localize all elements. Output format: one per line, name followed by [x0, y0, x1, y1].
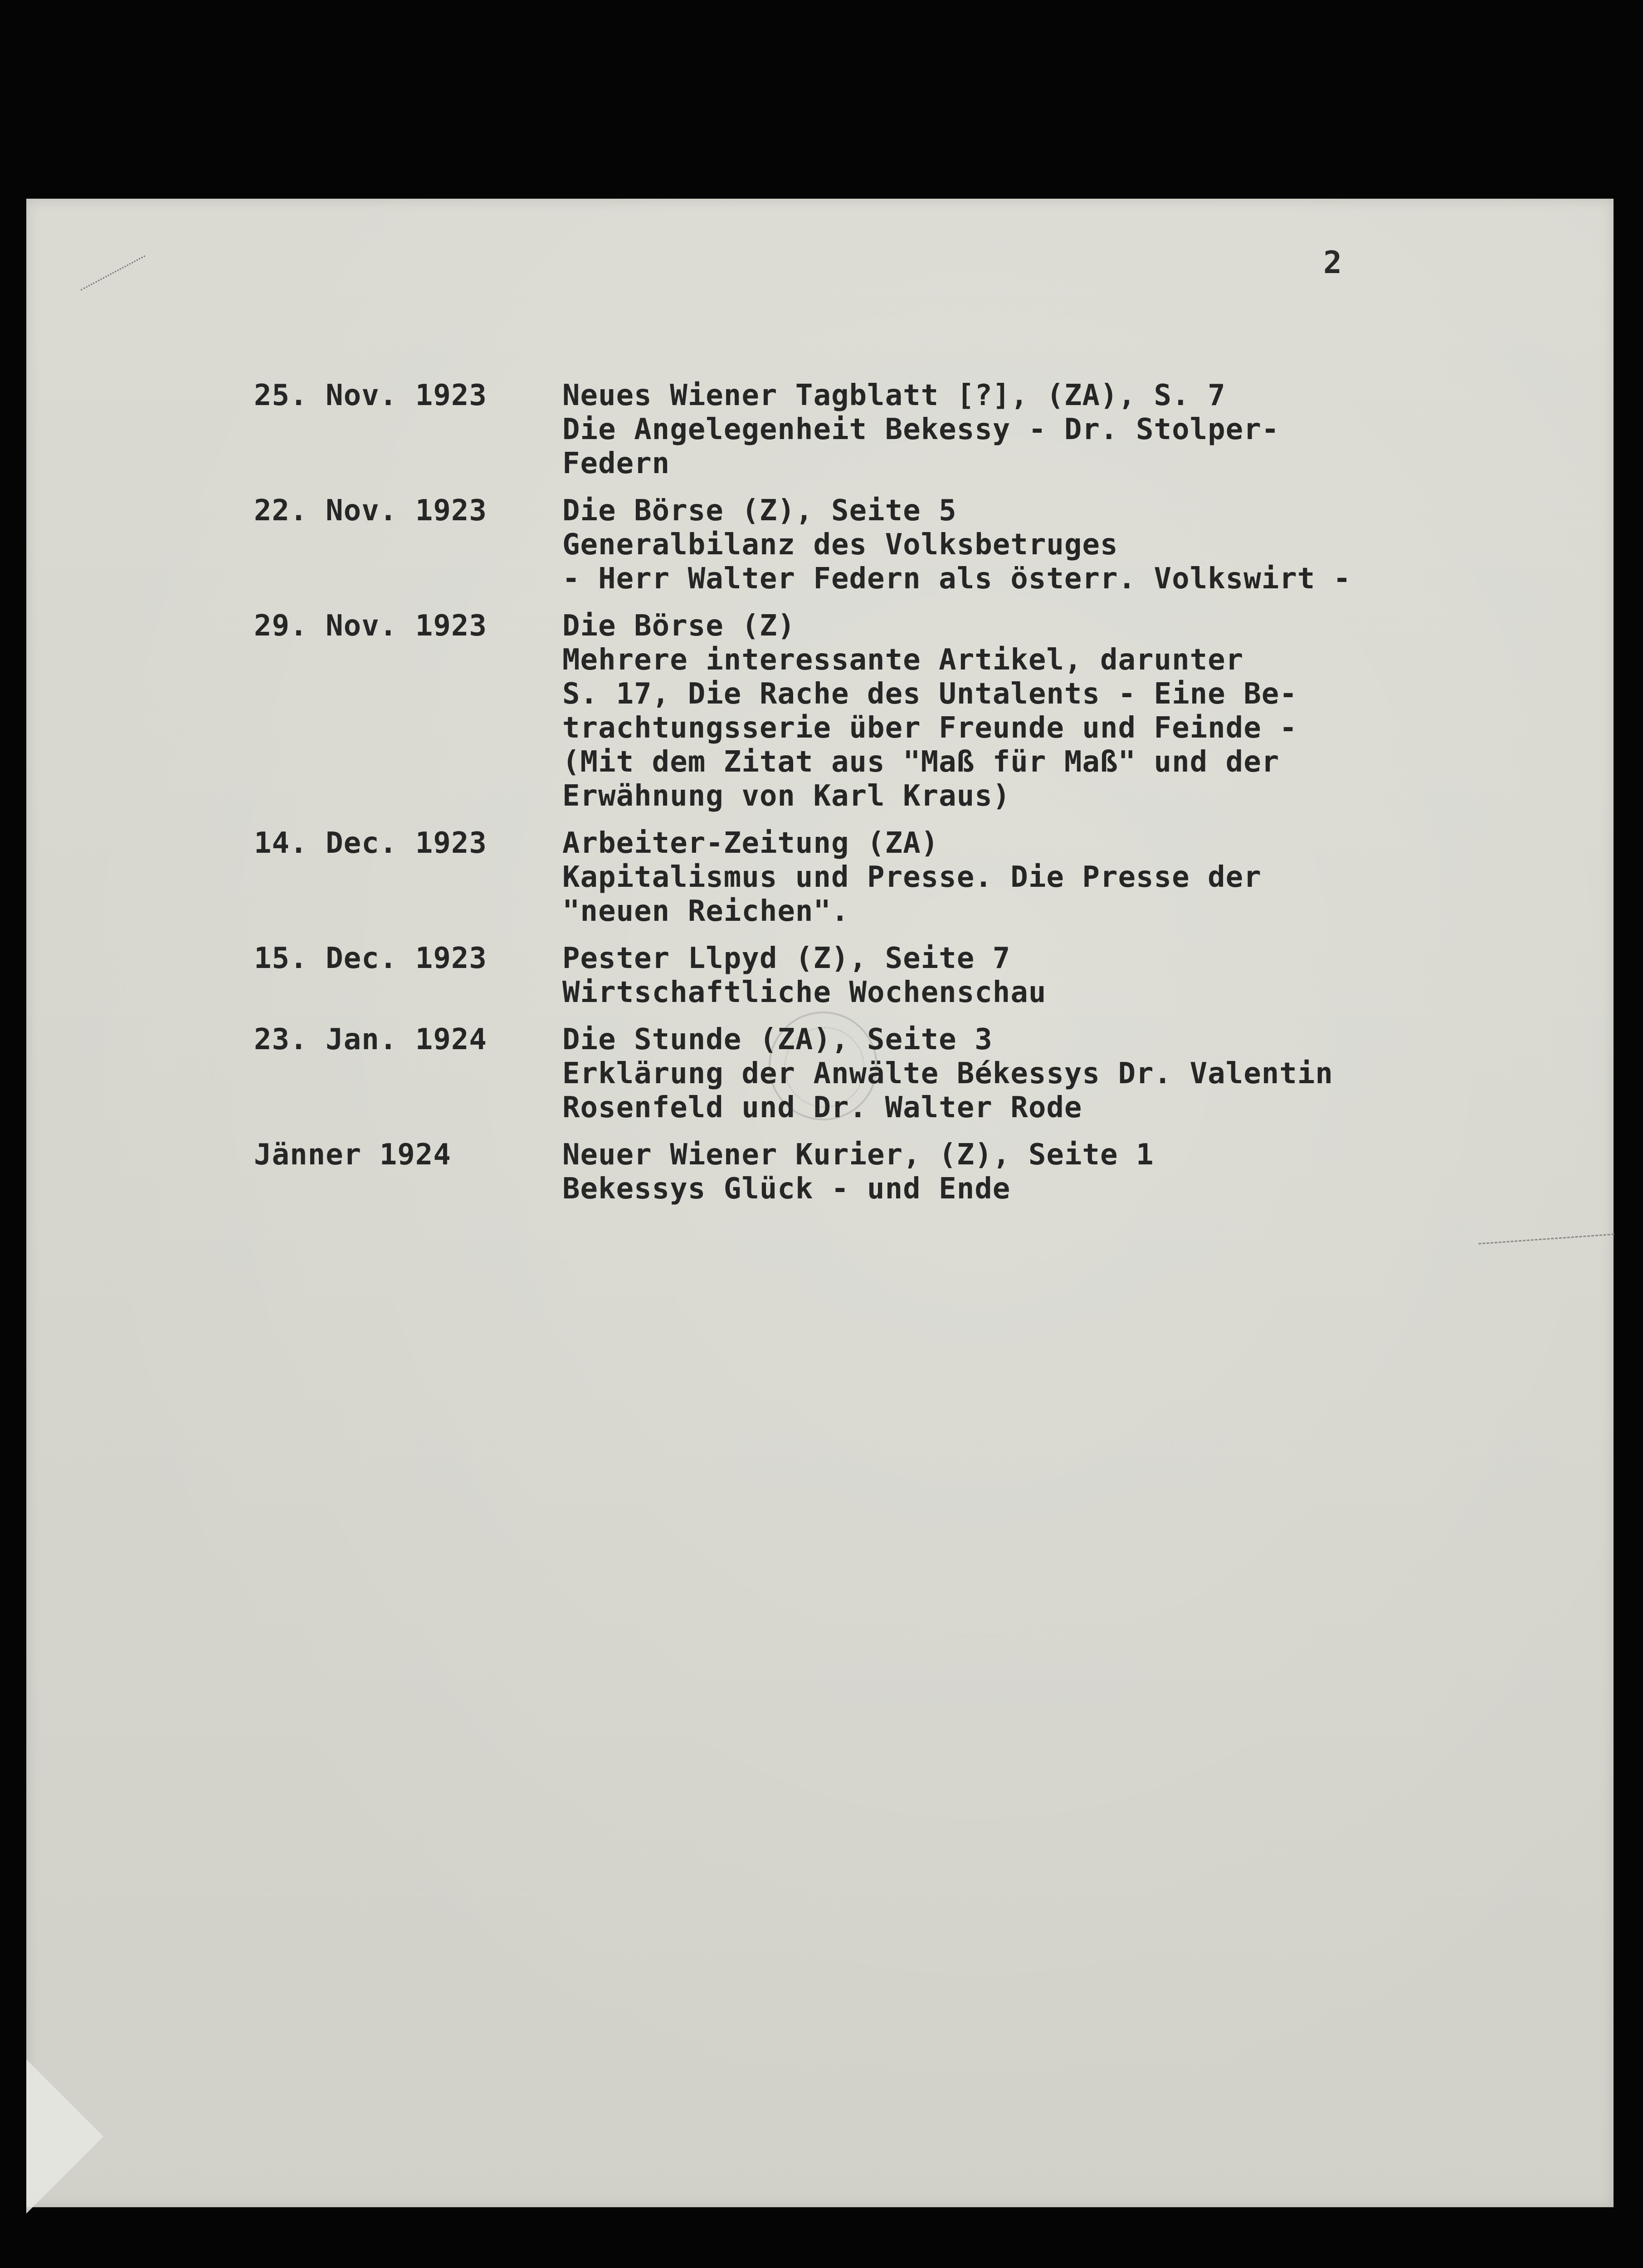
entry-1923-11-22	[254, 494, 1592, 596]
entry-line: Pester Llpyd (Z), Seite 7	[562, 942, 1011, 975]
entry-description	[562, 942, 1592, 1010]
entry-description	[562, 826, 1592, 929]
entry-1924-01	[254, 1138, 1592, 1206]
entry-line: (Mit dem Zitat aus "Maß für Maß" und der	[562, 745, 1280, 779]
entry-line: Erklärung der Anwälte Békessys Dr. Valentin	[562, 1057, 1333, 1090]
entry-line: Federn	[562, 447, 670, 480]
entry-description	[562, 1023, 1592, 1125]
entry-date: 22. Nov. 1923	[254, 494, 487, 528]
entry-line: Generalbilanz des Volksbetruges	[562, 528, 1118, 562]
entry-description	[562, 1138, 1592, 1206]
entry-date: 25. Nov. 1923	[254, 379, 487, 412]
entry-line: Die Angelegenheit Bekessy - Dr. Stolper-	[562, 413, 1280, 446]
entry-date: 29. Nov. 1923	[254, 609, 487, 643]
entry-line: Rosenfeld und Dr. Walter Rode	[562, 1091, 1082, 1124]
page-number: 2	[1323, 245, 1342, 281]
entry-line: Wirtschaftliche Wochenschau	[562, 976, 1047, 1009]
entry-date: 14. Dec. 1923	[254, 826, 487, 860]
entry-line: trachtungsserie über Freunde und Feinde -	[562, 711, 1297, 745]
entry-line: - Herr Walter Federn als österr. Volkswirt -	[562, 562, 1351, 596]
entry-line: Mehrere interessante Artikel, darunter	[562, 643, 1244, 677]
entry-line: Die Börse (Z), Seite 5	[562, 494, 957, 528]
entry-line: Kapitalismus und Presse. Die Presse der	[562, 860, 1262, 894]
entry-line: Die Stunde (ZA), Seite 3	[562, 1023, 993, 1056]
entry-description	[562, 494, 1592, 596]
entry-line: Die Börse (Z)	[562, 609, 795, 643]
entry-1924-01-23	[254, 1023, 1592, 1125]
entry-line: Arbeiter-Zeitung (ZA)	[562, 826, 939, 860]
entry-date: 23. Jan. 1924	[254, 1023, 487, 1056]
entry-1923-12-14	[254, 826, 1592, 929]
entry-1925-11-25	[254, 379, 1592, 481]
entry-1923-12-15	[254, 942, 1592, 1010]
folded-corner	[26, 2059, 103, 2214]
entry-line: Bekessys Glück - und Ende	[562, 1172, 1011, 1206]
entry-description	[562, 609, 1592, 813]
entry-line: Neuer Wiener Kurier, (Z), Seite 1	[562, 1138, 1154, 1172]
entry-date: Jänner 1924	[254, 1138, 451, 1172]
entry-description	[562, 379, 1592, 481]
entry-date: 15. Dec. 1923	[254, 942, 487, 975]
entry-line: Neues Wiener Tagblatt [?], (ZA), S. 7	[562, 379, 1226, 412]
entry-1923-11-29	[254, 609, 1592, 813]
entry-line: "neuen Reichen".	[562, 894, 849, 928]
entry-line: Erwähnung von Karl Kraus)	[562, 779, 1011, 813]
entry-line: S. 17, Die Rache des Untalents - Eine Be-	[562, 677, 1297, 711]
entry-list	[254, 379, 1592, 1219]
